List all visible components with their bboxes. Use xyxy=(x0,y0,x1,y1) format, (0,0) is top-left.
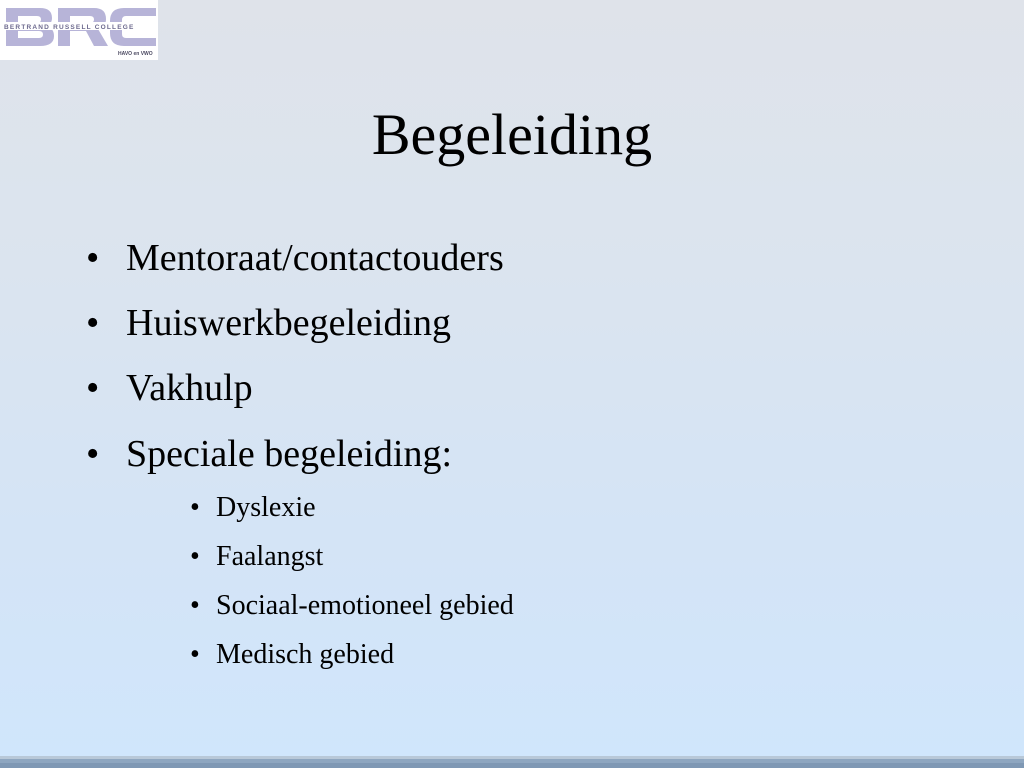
school-logo xyxy=(0,0,158,60)
bullet-icon: • xyxy=(190,639,200,670)
brc-logo-icon xyxy=(0,0,158,60)
list-item-text: Vakhulp xyxy=(126,367,253,409)
list-item-text: Mentoraat/contactouders xyxy=(126,237,504,279)
bullet-icon: • xyxy=(190,590,200,621)
list-item-text: Speciale begeleiding: xyxy=(126,433,453,475)
bullet-icon: • xyxy=(86,433,100,475)
slide-title: Begeleiding xyxy=(371,102,653,167)
logo-subtitle: HAVO en VWO xyxy=(118,51,153,57)
bullet-icon: • xyxy=(86,367,100,409)
bullet-icon: • xyxy=(190,541,200,572)
bullet-icon: • xyxy=(190,492,200,523)
sub-list-item-text: Dyslexie xyxy=(216,492,316,523)
sub-list-item-text: Faalangst xyxy=(216,541,324,572)
sub-list-item-text: Sociaal-emotioneel gebied xyxy=(216,590,514,621)
list-item-text: Huiswerkbegeleiding xyxy=(126,302,452,344)
bottom-bar xyxy=(0,756,1024,768)
bullet-icon: • xyxy=(86,302,100,344)
logo-school-name: BERTRAND RUSSELL COLLEGE xyxy=(4,24,135,31)
bullet-icon: • xyxy=(86,237,100,279)
sub-list-item-text: Medisch gebied xyxy=(216,639,395,670)
